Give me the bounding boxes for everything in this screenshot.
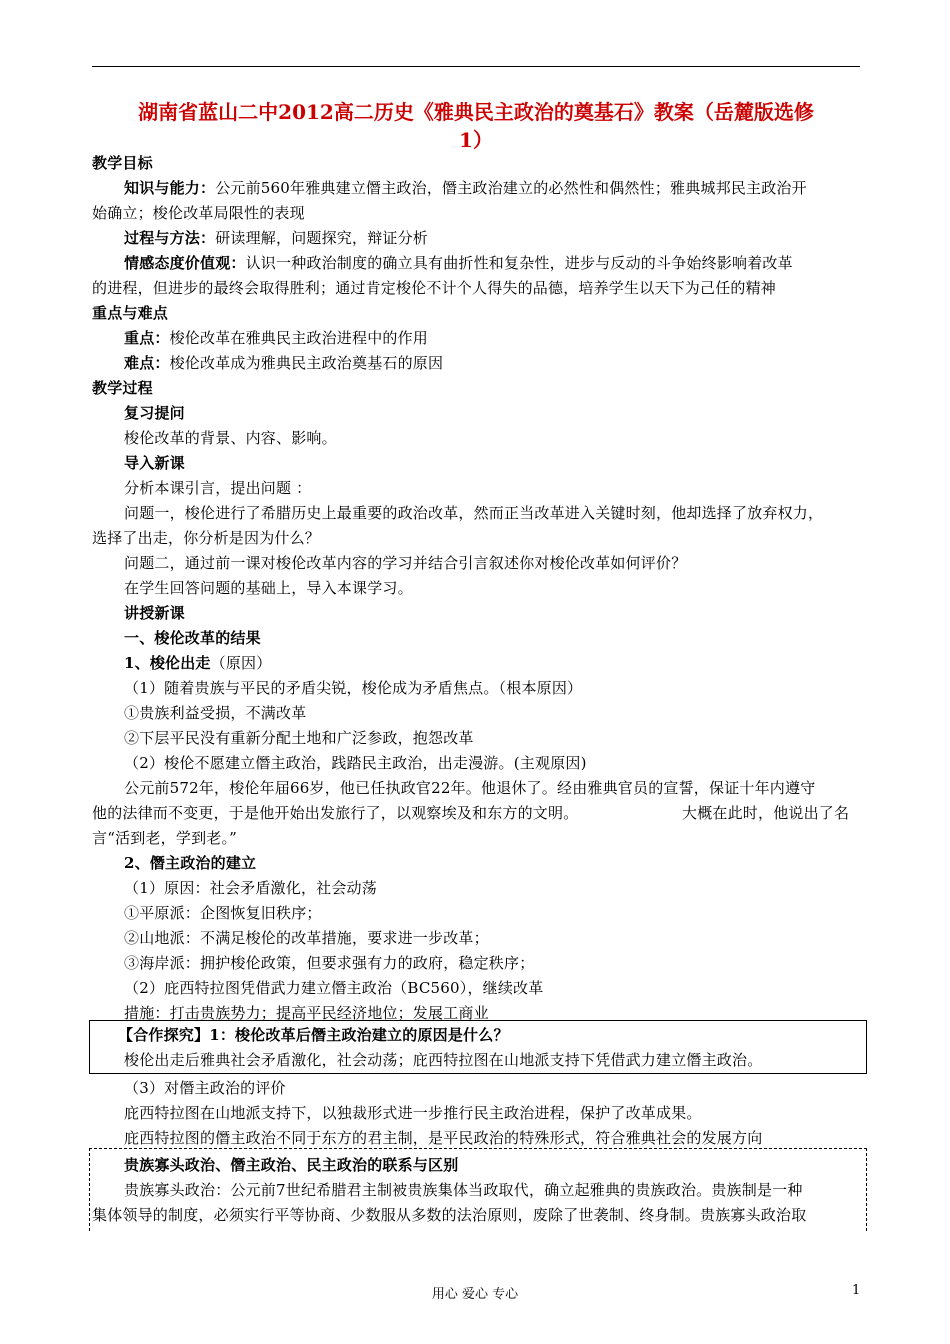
paragraph: （2）梭伦不愿建立僭主政治，践踏民主政治，出走漫游。(主观原因) [124, 754, 587, 772]
comparison-heading: 贵族寡头政治、僭主政治、民主政治的联系与区别 [124, 1156, 459, 1174]
emotion-line-1 [124, 251, 793, 275]
paragraph: 庇西特拉图在山地派支持下，以独裁形式进一步推行民主政治进程，保护了改革成果。 [124, 1104, 702, 1122]
knowledge-line-1 [124, 176, 807, 200]
paragraph: 他的法律而不变更，于是他开始出发旅行了，以观察埃及和东方的文明。 [92, 804, 579, 822]
review-heading: 复习提问 [124, 404, 185, 422]
subsection-1-1-label: 1、梭伦出走 [124, 654, 211, 672]
subsection-1-1-note: （原因） [210, 654, 272, 672]
question-1-line-1: 问题一，梭伦进行了希腊历史上最重要的政治改革，然而正当改革进入关键时刻，他却选择了放弃权力， [124, 504, 824, 522]
knowledge-text: 公元前560年雅典建立僭主政治，僭主政治建立的必然性和偶然性；雅典城邦民主政治开 [215, 179, 807, 197]
title-line-1: 湖南省蓝山二中2012高二历史《雅典民主政治的奠基石》教案（岳麓版选修 [138, 100, 814, 124]
hard-text: 梭伦改革成为雅典民主政治奠基石的原因 [169, 354, 444, 372]
key-text: 梭伦改革在雅典民主政治进程中的作用 [169, 329, 429, 347]
subsection-1-1 [124, 651, 271, 675]
paragraph: （3）对僭主政治的评价 [124, 1079, 286, 1097]
section-1-heading: 一、梭伦改革的结果 [124, 629, 261, 647]
knowledge-label: 知识与能力： [124, 179, 216, 197]
cooperative-text: 梭伦出走后雅典社会矛盾激化，社会动荡；庇西特拉图在山地派支持下凭借武力建立僭主政治。 [124, 1051, 763, 1069]
title-line-2: 1） [459, 128, 493, 152]
subsection-1-2: 2、僭主政治的建立 [124, 854, 257, 872]
intro-end: 在学生回答问题的基础上，导入本课学习。 [124, 579, 413, 597]
process-heading: 教学过程 [92, 379, 153, 397]
hard-label: 难点： [124, 354, 170, 372]
footer-motto: 用心 爱心 专心 [431, 1287, 519, 1302]
document-title [92, 98, 860, 154]
paragraph: （2）庇西特拉图凭借武力建立僭主政治（BC560），继续改革 [124, 979, 544, 997]
process-label: 过程与方法： [124, 229, 216, 247]
emotion-label: 情感态度价值观： [124, 254, 246, 272]
process-line [124, 226, 428, 250]
comparison-text-2: 集体领导的制度，必须实行平等协商、少数服从多数的法治原则，废除了世袭制、终身制。贵族寡头政治取 [92, 1206, 807, 1224]
paragraph: ①贵族利益受损，不满改革 [124, 704, 307, 722]
emotion-line-2: 的进程，但进步的最终会取得胜利；通过肯定梭伦不计个人得失的品德，培养学生以天下为己任的精神 [92, 279, 777, 297]
emotion-text: 认识一种政治制度的确立具有曲折性和复杂性，进步与反动的斗争始终影响着改革 [245, 254, 793, 272]
paragraph: 公元前572年，梭伦年届66岁，他已任执政官22年。他退休了。经由雅典官员的宣誓，保证十年内遵守 [124, 779, 816, 797]
paragraph: 措施：打击贵族势力；提高平民经济地位；发展工商业 [124, 1004, 489, 1022]
paragraph: 大概在此时，他说出了名 [682, 804, 850, 822]
comparison-text-1: 贵族寡头政治：公元前7世纪希腊君主制被贵族集体当政取代，确立起雅典的贵族政治。贵族制是一种 [124, 1181, 803, 1199]
paragraph: ②下层平民没有重新分配土地和广泛参政，抱怨改革 [124, 729, 474, 747]
paragraph: 庇西特拉图的僭主政治不同于东方的君主制，是平民政治的特殊形式，符合雅典社会的发展方向 [124, 1129, 763, 1147]
lecture-heading: 讲授新课 [124, 604, 185, 622]
process-text: 研读理解，问题探究，辩证分析 [215, 229, 429, 247]
cooperative-heading: 【合作探究】1：梭伦改革后僭主政治建立的原因是什么？ [118, 1026, 509, 1044]
paragraph: ③海岸派：拥护梭伦政策，但要求强有力的政府，稳定秩序； [124, 954, 535, 972]
keypoints-heading: 重点与难点 [92, 304, 169, 322]
intro-text: 分析本课引言，提出问题 ： [124, 479, 312, 497]
key-line [124, 326, 428, 350]
review-text: 梭伦改革的背景、内容、影响。 [124, 429, 337, 447]
knowledge-line-2: 始确立；梭伦改革局限性的表现 [92, 204, 305, 222]
hard-line [124, 351, 443, 375]
question-1-line-2: 选择了出走，你分析是因为什么？ [92, 529, 321, 547]
paragraph: 言“活到老，学到老。” [92, 829, 238, 847]
objectives-heading: 教学目标 [92, 154, 153, 172]
paragraph: ①平原派：企图恢复旧秩序； [124, 904, 322, 922]
header-rule [92, 66, 860, 67]
question-2: 问题二，通过前一课对梭伦改革内容的学习并结合引言叙述你对梭伦改革如何评价？ [124, 554, 687, 572]
intro-heading: 导入新课 [124, 454, 185, 472]
page-number: 1 [852, 1283, 861, 1298]
paragraph: （1）随着贵族与平民的矛盾尖锐，梭伦成为矛盾焦点。（根本原因） [124, 679, 583, 697]
paragraph: ②山地派：不满足梭伦的改革措施，要求进一步改革； [124, 929, 489, 947]
paragraph: （1）原因：社会矛盾激化，社会动荡 [124, 879, 377, 897]
key-label: 重点： [124, 329, 170, 347]
